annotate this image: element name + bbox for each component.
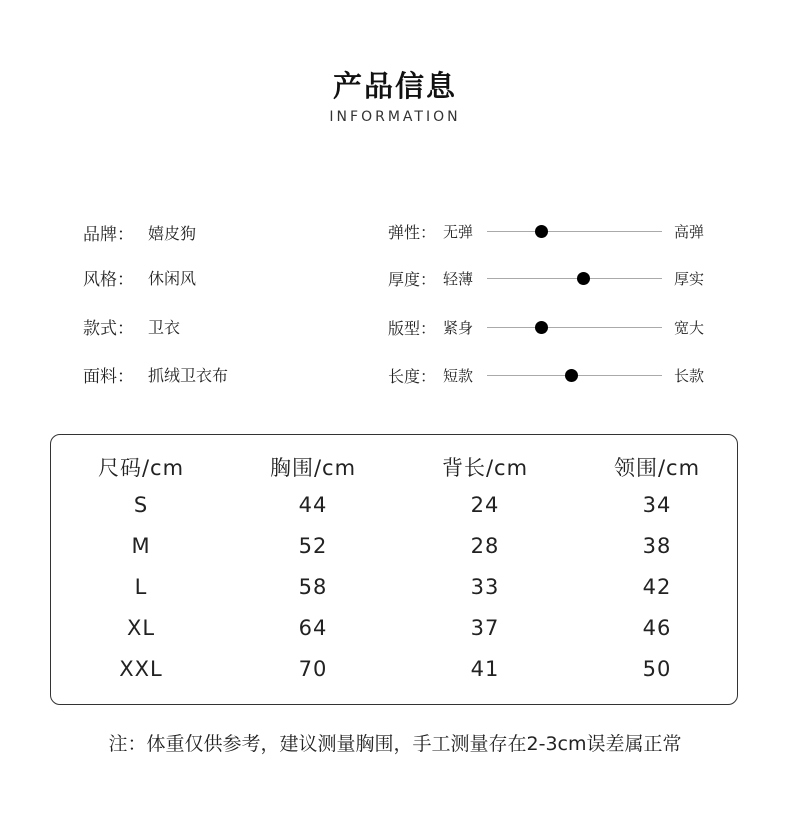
attribute-value: 休闲风: [148, 269, 197, 288]
slider-track: [487, 231, 662, 232]
table-header-row: [51, 452, 737, 482]
scale-slider: [388, 220, 718, 242]
table-cell: XL: [126, 616, 156, 640]
table-cell: XXL: [119, 657, 163, 681]
slider-high-label: 厚实: [674, 270, 705, 288]
attribute-value: 卫衣: [148, 318, 181, 337]
table-cell: 41: [470, 657, 500, 681]
table-row: [51, 493, 737, 523]
slider-high-label: 宽大: [674, 319, 705, 337]
table-cell: 52: [298, 534, 328, 558]
attribute-label: 面料：: [83, 367, 134, 387]
slider-low-label: 无弹: [443, 223, 474, 241]
slider-dot: [535, 321, 548, 334]
scale-slider: [388, 316, 718, 338]
table-header-cell: 胸围/cm: [269, 456, 357, 480]
page-title: 产品信息: [332, 69, 457, 103]
table-row: [51, 657, 737, 687]
attribute-label: 款式：: [83, 319, 134, 339]
attribute-value: 抓绒卫衣布: [148, 366, 229, 385]
table-cell: 24: [470, 493, 500, 517]
slider-label: 弹性：: [388, 223, 437, 242]
attribute-label: 品牌：: [83, 225, 134, 245]
attribute-value: 嬉皮狗: [148, 224, 197, 243]
table-cell: 46: [642, 616, 672, 640]
slider-dot: [565, 369, 578, 382]
slider-low-label: 短款: [443, 367, 474, 385]
measurement-note: 注：体重仅供参考，建议测量胸围，手工测量存在2-3cm误差属正常: [108, 733, 682, 755]
attribute-item: [83, 362, 229, 387]
attribute-item: [83, 265, 197, 290]
table-cell: S: [133, 493, 149, 517]
table-cell: 37: [470, 616, 500, 640]
table-cell: 64: [298, 616, 328, 640]
table-header-cell: 领围/cm: [613, 456, 701, 480]
slider-low-label: 紧身: [443, 319, 474, 337]
table-row: [51, 534, 737, 564]
table-cell: 28: [470, 534, 500, 558]
scale-slider: [388, 267, 718, 289]
table-cell: 33: [470, 575, 500, 599]
size-table: [50, 434, 738, 705]
table-row: [51, 616, 737, 646]
table-cell: 70: [298, 657, 328, 681]
slider-high-label: 长款: [674, 367, 705, 385]
slider-label: 版型：: [388, 319, 437, 338]
table-cell: 50: [642, 657, 672, 681]
attribute-item: [83, 220, 197, 245]
slider-track: [487, 278, 662, 279]
slider-label: 长度：: [388, 367, 437, 386]
table-row: [51, 575, 737, 605]
slider-low-label: 轻薄: [443, 270, 474, 288]
slider-dot: [535, 225, 548, 238]
slider-track: [487, 375, 662, 376]
table-header-cell: 尺码/cm: [97, 456, 185, 480]
scale-slider: [388, 364, 718, 386]
table-cell: M: [131, 534, 151, 558]
attribute-label: 风格：: [83, 270, 134, 290]
table-cell: 58: [298, 575, 328, 599]
table-cell: L: [134, 575, 148, 599]
attribute-item: [83, 314, 181, 339]
page-subtitle: INFORMATION: [329, 109, 461, 125]
table-cell: 42: [642, 575, 672, 599]
slider-dot: [577, 272, 590, 285]
table-header-cell: 背长/cm: [441, 456, 529, 480]
slider-high-label: 高弹: [674, 223, 705, 241]
slider-track: [487, 327, 662, 328]
slider-label: 厚度：: [388, 270, 437, 289]
table-cell: 38: [642, 534, 672, 558]
table-cell: 44: [298, 493, 328, 517]
table-cell: 34: [642, 493, 672, 517]
